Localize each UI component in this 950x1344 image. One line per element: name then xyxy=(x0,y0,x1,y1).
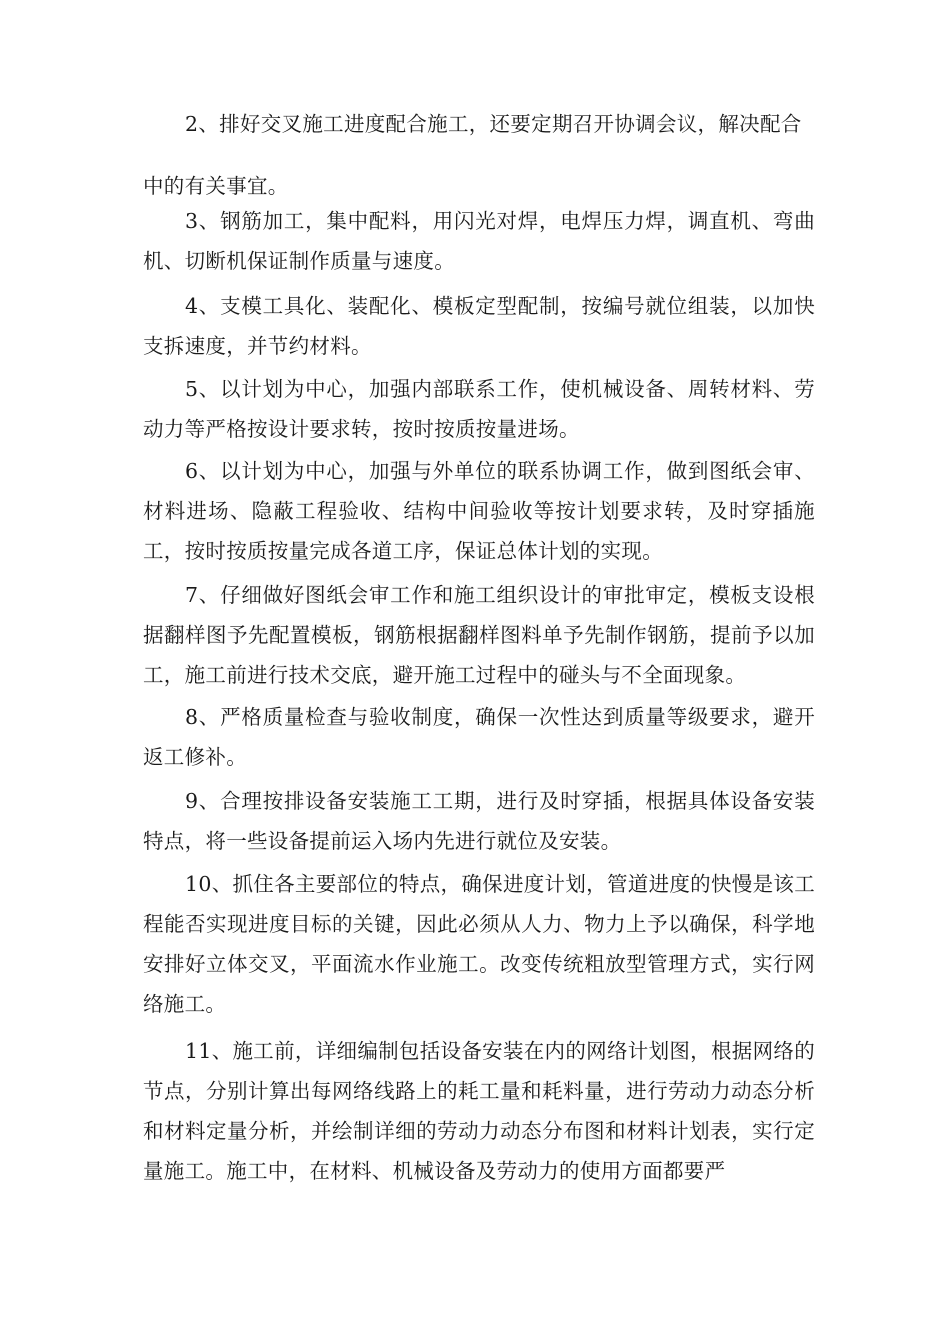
paragraph-7: 7、仔细做好图纸会审工作和施工组织设计的审批审定，模板支设根据翻样图予先配置模板，钢筋根据翻样图料单予先制作钢筋，提前予以加工，施工前进行技术交底，避开施工过程中的碰头与不全面现象。 xyxy=(143,583,815,687)
paragraph-3: 3、钢筋加工，集中配料，用闪光对焊，电焊压力焊，调直机、弯曲机、切断机保证制作质量与速度。 xyxy=(143,209,815,273)
paragraph-2: 2、排好交叉施工进度配合施工，还要定期召开协调会议，解决配合中的有关事宜。 xyxy=(143,112,802,198)
paragraph-10: 10、抓住各主要部位的特点，确保进度计划，管道进度的快慢是该工程能否实现进度目标的关键，因此必须从人力、物力上予以确保，科学地安排好立体交叉，平面流水作业施工。改变传统粗放型管理方式，实行网络施工。 xyxy=(143,872,815,1016)
paragraph-6: 6、以计划为中心，加强与外单位的联系协调工作，做到图纸会审、材料进场、隐蔽工程验收、结构中间验收等按计划要求转，及时穿插施工，按时按质按量完成各道工序，保证总体计划的实现。 xyxy=(143,459,815,563)
paragraph-8: 8、严格质量检查与验收制度，确保一次性达到质量等级要求，避开返工修补。 xyxy=(143,705,815,769)
paragraph-11: 11、施工前，详细编制包括设备安装在内的网络计划图，根据网络的节点，分别计算出每网络线路上的耗工量和耗料量，进行劳动力动态分析和材料定量分析，并绘制详细的劳动力动态分布图和材料计划表，实行定量施工。施工中，在材料、机械设备及劳动力的使用方面都要严 xyxy=(143,1039,815,1183)
paragraph-4: 4、支模工具化、装配化、模板定型配制，按编号就位组装，以加快支拆速度，并节约材料。 xyxy=(143,294,815,358)
paragraph-5: 5、以计划为中心，加强内部联系工作，使机械设备、周转材料、劳动力等严格按设计要求转，按时按质按量进场。 xyxy=(143,377,815,441)
paragraph-9: 9、合理按排设备安装施工工期，进行及时穿插，根据具体设备安装特点，将一些设备提前运入场内先进行就位及安装。 xyxy=(143,789,815,853)
